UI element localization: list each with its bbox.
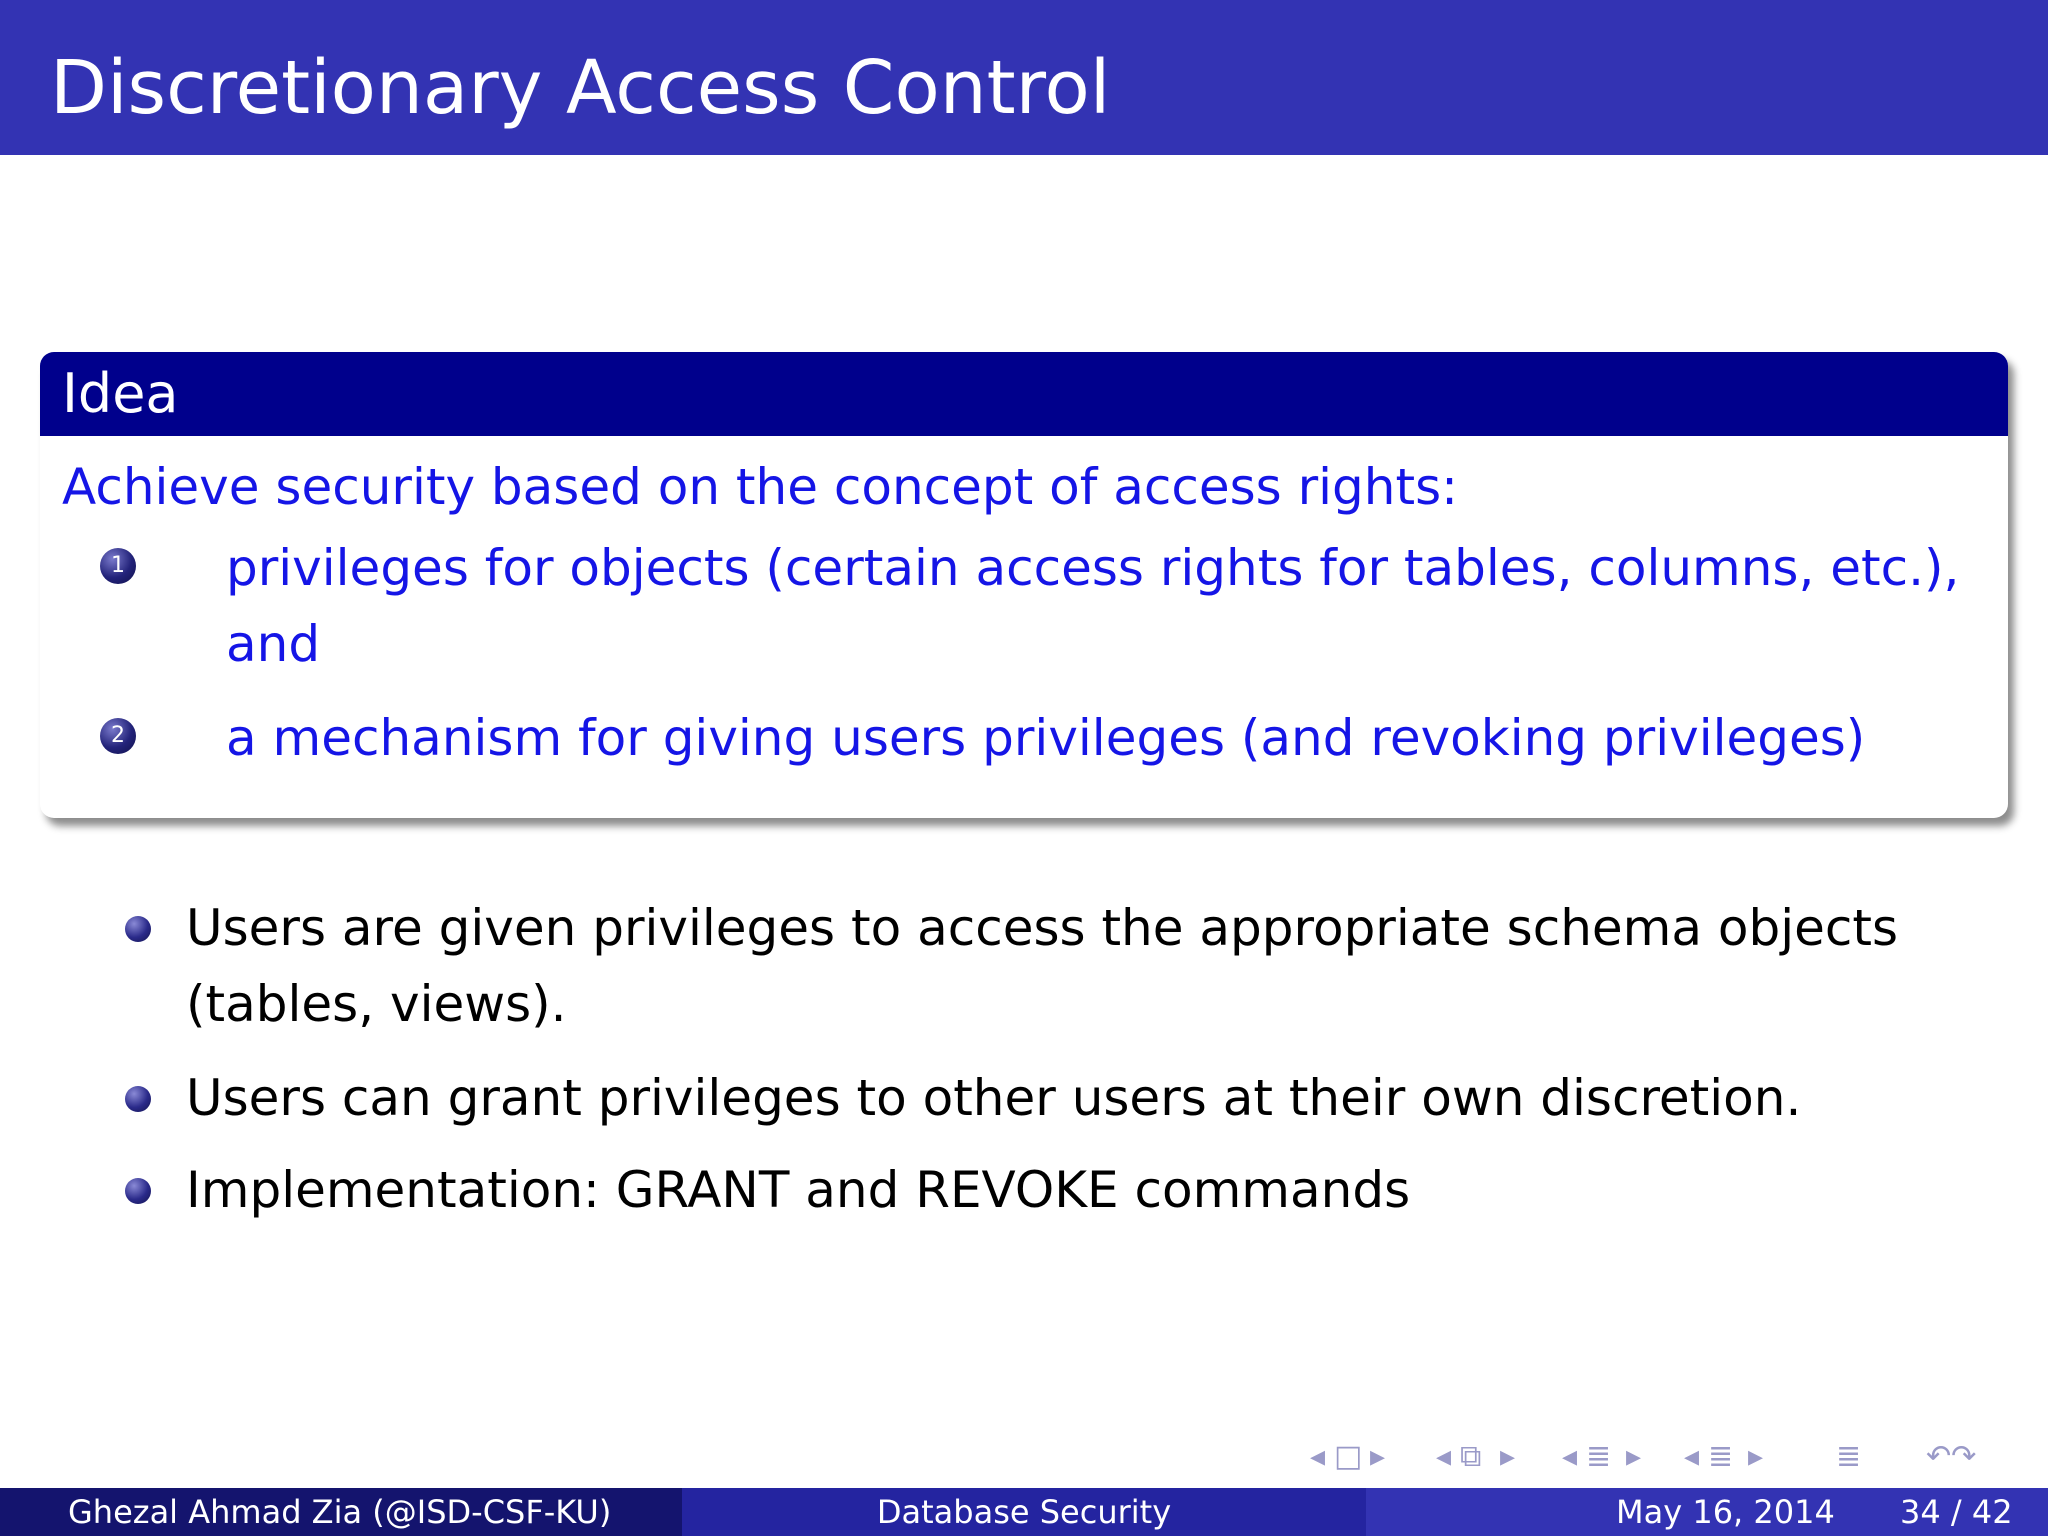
slide-title: Discretionary Access Control	[50, 45, 1111, 131]
enum-number-badge: 2	[100, 718, 136, 754]
frame-next-icon[interactable]: ▸	[1370, 1439, 1386, 1474]
slide-footer	[0, 1488, 2048, 1536]
slide-title-bar	[0, 0, 2048, 155]
section-prev-icon[interactable]: ◂	[1562, 1439, 1578, 1474]
enum-item-text: a mechanism for giving users privileges (and revoking privileges)	[226, 709, 1866, 767]
beamer-navigation-bar	[1310, 1437, 2040, 1477]
idea-block-title: Idea	[62, 362, 179, 425]
footer-date-box	[1366, 1488, 2048, 1536]
frame-icon[interactable]: □	[1334, 1439, 1363, 1474]
section-next-icon[interactable]: ▸	[1626, 1439, 1642, 1474]
enum-item-text: privileges for objects (certain access rights for tables, columns, etc.), and	[226, 539, 1960, 673]
idea-intro: Achieve security based on the concept of access rights:	[62, 458, 1458, 516]
footer-title: Database Security	[876, 1493, 1172, 1531]
enum-number-badge: 1	[100, 548, 136, 584]
bullet-dot	[125, 1086, 151, 1112]
footer-author: Ghezal Ahmad Zia (@ISD-CSF-KU)	[68, 1493, 612, 1531]
part-prev-icon[interactable]: ◂	[1684, 1439, 1700, 1474]
part-next-icon[interactable]: ▸	[1748, 1439, 1764, 1474]
idea-block-header	[40, 352, 2008, 436]
subsection-icon[interactable]: ⧉	[1460, 1439, 1482, 1474]
bullet-text: Users are given privileges to access the appropriate schema objects (tables, views).	[186, 899, 1899, 1033]
bullet-dot	[125, 916, 151, 942]
footer-page-number: 34 / 42	[1900, 1493, 2013, 1531]
part-icon[interactable]: ≣	[1708, 1439, 1734, 1474]
subsection-prev-icon[interactable]: ◂	[1436, 1439, 1452, 1474]
idea-block	[40, 352, 2008, 818]
section-icon[interactable]: ≣	[1586, 1439, 1612, 1474]
search-back-forward-icon[interactable]: ↶↷	[1926, 1439, 1977, 1474]
toc-icon[interactable]: ≣	[1836, 1439, 1862, 1474]
frame-prev-icon[interactable]: ◂	[1310, 1439, 1326, 1474]
bullet-dot	[125, 1178, 151, 1204]
bullet-text: Users can grant privileges to other users at their own discretion.	[186, 1069, 1802, 1127]
footer-date: May 16, 2014	[1616, 1493, 1835, 1531]
footer-title-box	[682, 1488, 1366, 1536]
footer-author-box	[0, 1488, 682, 1536]
subsection-next-icon[interactable]: ▸	[1500, 1439, 1516, 1474]
bullet-text: Implementation: GRANT and REVOKE commands	[186, 1161, 1411, 1219]
